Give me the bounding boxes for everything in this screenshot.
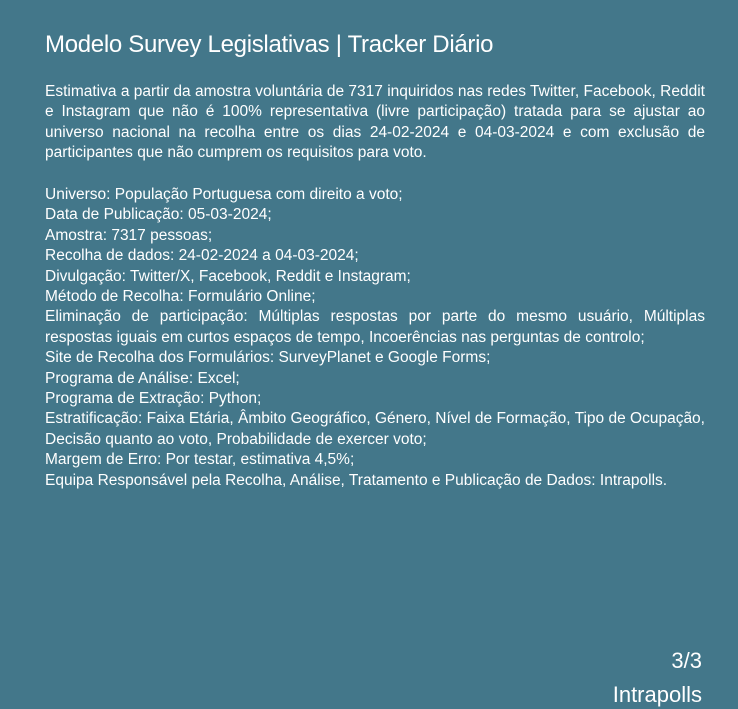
spec-collection-method: Método de Recolha: Formulário Online; <box>45 288 316 306</box>
spec-universe: Universo: População Portuguesa com direito a voto; <box>45 186 403 203</box>
spec-form-sites: Site de Recolha dos Formulários: SurveyPlanet e Google Forms; <box>45 349 491 367</box>
spec-margin-of-error: Margem de Erro: Por testar, estimativa 4,5%; <box>45 451 355 469</box>
spec-elimination: Eliminação de participação: Múltiplas respostas por parte do mesmo usuário, Múltiplas respostas iguais em curtos espaços de tempo, Incoerências nas perguntas de controlo; <box>45 308 705 346</box>
brand-name: Intrapolls <box>612 682 702 707</box>
spec-stratification: Estratificação: Faixa Etária, Âmbito Geográfico, Género, Nível de Formação, Tipo de Ocupação, Decisão quanto ao voto, Probabilidade de exercer voto; <box>45 410 705 448</box>
spec-analysis-program: Programa de Análise: Excel; <box>45 369 240 387</box>
spec-data-collection: Recolha de dados: 24-02-2024 a 04-03-2024; <box>45 247 359 265</box>
page-indicator: 3/3 <box>671 648 702 673</box>
spec-publication-date: Data de Publicação: 05-03-2024; <box>45 206 272 224</box>
methodology-list <box>45 185 705 491</box>
intro-paragraph: Estimativa a partir da amostra voluntária de 7317 inquiridos nas redes Twitter, Facebook, Reddit e Instagram que não é 100% representativa (livre participação) tratada para se ajustar ao universo nacional na recolha entre os dias 24-02-2024 e 04-03-2024 e com exclusão de participantes que não cumprem os requisitos para voto. <box>45 83 705 162</box>
spec-extraction-program: Programa de Extração: Python; <box>45 390 262 408</box>
page-title: Modelo Survey Legislativas | Tracker Diário <box>45 31 494 58</box>
spec-responsible-team: Equipa Responsável pela Recolha, Análise, Tratamento e Publicação de Dados: Intrapolls. <box>45 471 668 489</box>
spec-sample: Amostra: 7317 pessoas; <box>45 226 213 244</box>
spec-dissemination: Divulgação: Twitter/X, Facebook, Reddit e Instagram; <box>45 267 411 285</box>
